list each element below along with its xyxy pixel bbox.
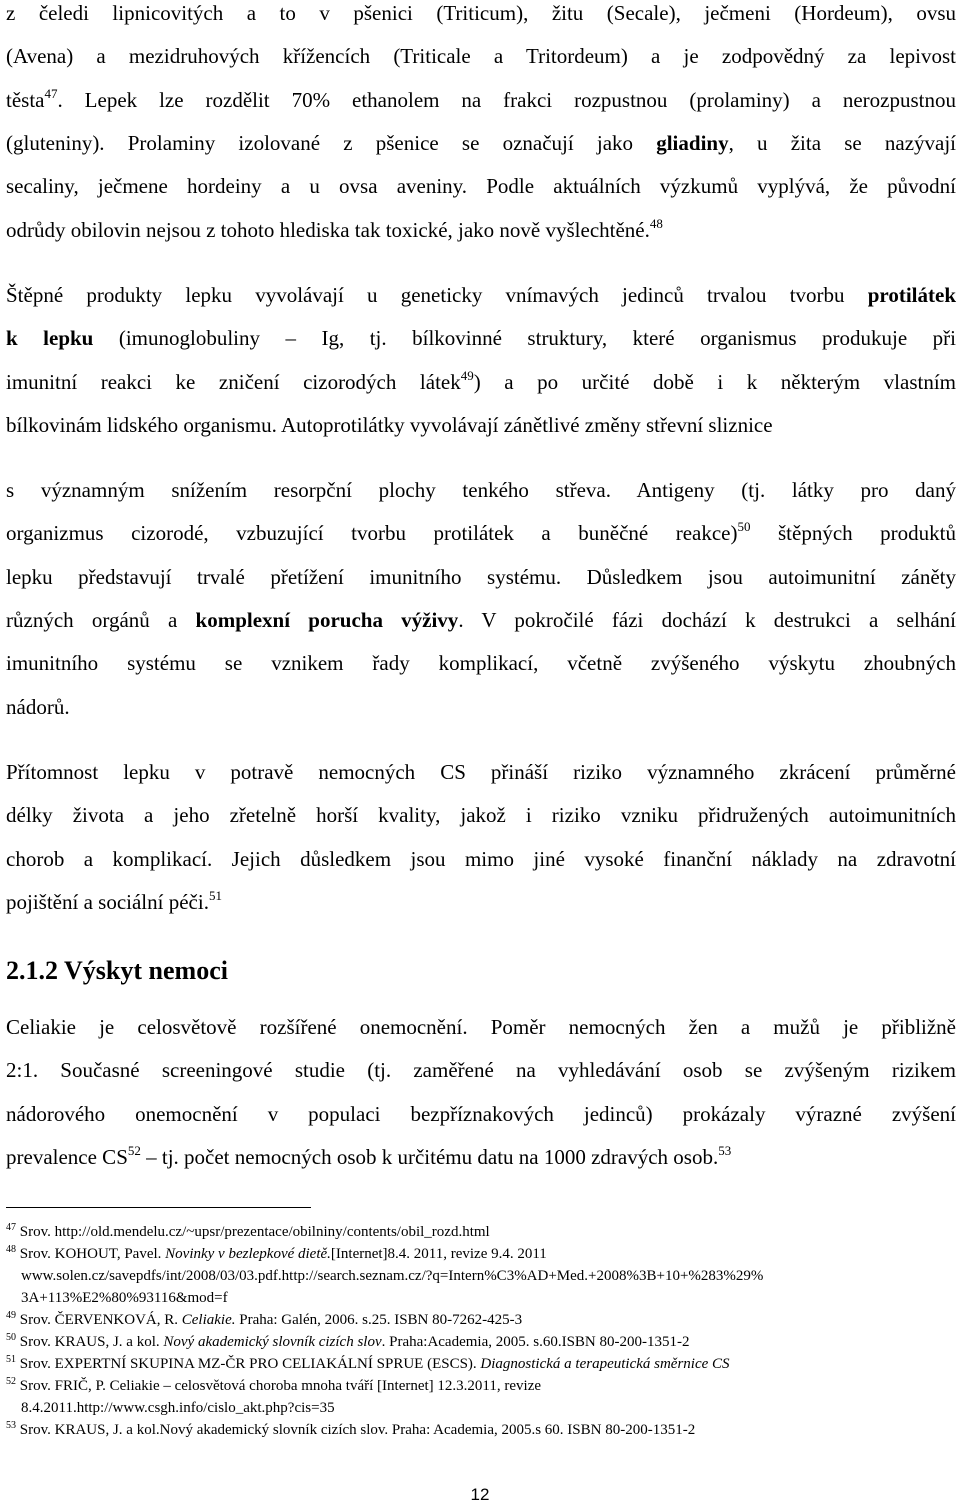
body-line: secaliny, ječmene hordeiny a u ovsa aveniny. Podle aktuálních výzkumů vyplývá, že původní [6,174,956,198]
body-line: lepku představují trvalé přetížení imunitního systému. Důsledkem jsou autoimunitní záněty [6,565,956,589]
body-line: z čeledi lipnicovitých a to v pšenici (Triticum), žitu (Secale), ječmeni (Hordeum), ovsu [6,1,956,25]
section-heading: 2.1.2 Výskyt nemoci [6,956,228,985]
body-line: (gluteniny). Prolaminy izolované z pšenice se označují jako gliadiny, u žita se nazývají [6,131,957,155]
footnote-ref: 53 [718,1143,732,1158]
body-line: odrůdy obilovin nejsou z tohoto hlediska tak toxické, jako nově vyšlechtěné.$^{48}$ [6,216,663,242]
body-line: pojištění a sociální péči.$^{51}$ [6,888,222,914]
footnote-ref: 52 [127,1143,141,1158]
footnote-ref: 49 [460,368,474,383]
body-line: nádorového onemocnění v populaci bezpříznakových jedinců) prokázaly výrazné zvýšení [6,1102,956,1126]
footnote-continuation: www.solen.cz/savepdfs/int/2008/03/03.pdf.http://search.seznam.cz/?q=Intern%C3%AD+Med.+2008%3B+10+%283%29% [21,1268,764,1284]
footnote-ref: 50 [737,519,751,534]
body-line: Štěpné produkty lepku vyvolávají u geneticky vnímavých jedinců trvalou tvorbu protilátek [6,283,956,307]
body-line: 2:1. Současné screeningové studie (tj. zaměřené na vyhledávání osob se zvýšeným rizikem [6,1058,956,1082]
footnote-separator [6,1207,311,1208]
body-line: k lepku (imunoglobuliny – Ig, tj. bílkovinné struktury, které organismus produkuje při [6,326,956,350]
footnote: $^{52}$ Srov. FRIČ, P. Celiakie – celosvětová choroba mnoha tváří [Internet] 12.3.2011, revize [6,1376,542,1394]
footnote-continuation: 3A+113%E2%80%93116&mod=f [21,1290,228,1306]
footnote: $^{48}$ Srov. KOHOUT, Pavel. Novinky v bezlepkové dietě.[Internet]8.4. 2011, revize 9.4. 2011 [6,1244,547,1262]
body-line: organizmus cizorodé, vzbuzující tvorbu protilátek a buněčné reakce)$^{50}$ štěpných produktů [6,519,956,545]
footnote: $^{53}$ Srov. KRAUS, J. a kol.Nový akademický slovník cizích slov. Praha: Academia, 2005.s 60. ISBN 80-200-1351-2 [6,1420,696,1438]
footnote: $^{47}$ Srov. http://old.mendelu.cz/~upsr/prezentace/obilniny/contents/obil_rozd.html [6,1222,490,1240]
body-line: (Avena) a mezidruhových křížencích (Triticale a Tritordeum) a je zodpovědný za lepivost [6,44,956,68]
body-line: těsta$^{47}$. Lepek lze rozdělit 70% ethanolem na frakci rozpustnou (prolaminy) a nerozpustnou [6,86,956,112]
body-line: Celiakie je celosvětově rozšířené onemocnění. Poměr nemocných žen a mužů je přibližně [6,1015,956,1039]
body-line: chorob a komplikací. Jejich důsledkem jsou mimo jiné vysoké finanční náklady na zdravotní [6,847,956,871]
footnote-continuation: 8.4.2011.http://www.csgh.info/cislo_akt.php?cis=35 [21,1400,335,1416]
body-line: Přítomnost lepku v potravě nemocných CS přináší riziko významného zkrácení průměrné [6,760,956,784]
body-line: nádorů. [6,695,70,719]
footnote-ref: 48 [649,216,663,231]
footnote: $^{50}$ Srov. KRAUS, J. a kol. Nový akademický slovník cizích slov. Praha:Academia, 2005. s.60.ISBN 80-200-1351-2 [6,1332,690,1350]
body-line: bílkovinám lidského organismu. Autoprotilátky vyvolávají zánětlivé změny střevní sliznice [6,413,773,437]
body-line: s významným snížením resorpční plochy tenkého střeva. Antigeny (tj. látky pro daný [6,478,956,502]
footnote-ref: 51 [208,888,222,903]
body-line: imunitního systému se vznikem řady komplikací, včetně zvýšeného výskytu zhoubných [6,651,956,675]
footnote: $^{49}$ Srov. ČERVENKOVÁ, R. Celiakie. Praha: Galén, 2006. s.25. ISBN 80-7262-425-3 [6,1310,523,1328]
body-line: prevalence CS$^{52}$ – tj. počet nemocných osob k určitému datu na 1000 zdravých osob.$^{53}$ [6,1143,732,1169]
footnote: $^{51}$ Srov. EXPERTNÍ SKUPINA MZ-ČR PRO CELIAKÁLNÍ SPRUE (ESCS). Diagnostická a terapeutická směrnice CS [6,1354,730,1372]
body-line: různých orgánů a komplexní porucha výživy. V pokročilé fázi dochází k destrukci a selhání [6,608,957,632]
body-line: imunitní reakci ke zničení cizorodých látek$^{49}$) a po určité době i k některým vlastním [6,368,956,394]
page-number: 12 [470,1485,490,1504]
body-line: délky života a jeho zřetelně horší kvality, jakož i riziko vzniku přidružených autoimunitních [6,803,956,827]
footnote-ref: 47 [44,86,58,101]
